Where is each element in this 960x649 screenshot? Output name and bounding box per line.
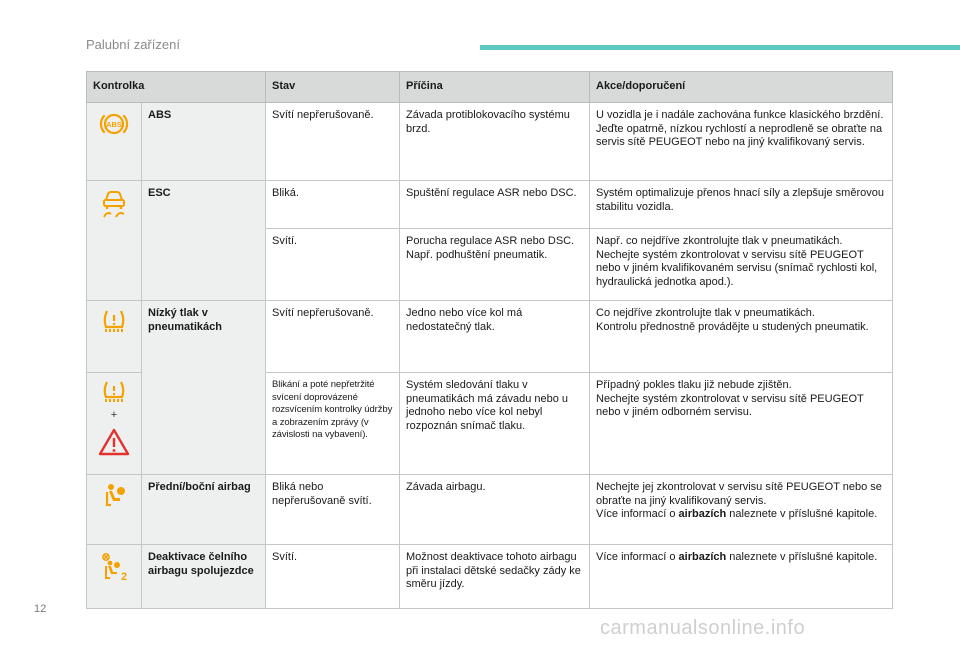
header-accent-bar: [480, 45, 960, 50]
plus-sign: +: [110, 409, 118, 421]
column-header-stav: Stav: [266, 72, 400, 103]
airbag-icon: [87, 481, 141, 511]
airbag-stav: Bliká nebo nepřerušovaně svítí.: [266, 475, 400, 545]
svg-text:2: 2: [120, 571, 128, 583]
column-header-akce: Akce/doporučení: [590, 72, 893, 103]
abs-warning-icon: [87, 109, 141, 139]
column-header-kontrolka: Kontrolka: [87, 72, 266, 103]
tire-name: Nízký tlak v pneumatikách: [142, 301, 266, 475]
tire-stav-2: Blikání a poté nepřetržité svícení doprovázené rozsvícením kontrolky údržby a zobrazením zprávy (v závislosti na vybavení).: [266, 373, 400, 475]
esc-stav-2: Svítí.: [266, 229, 400, 301]
page-number: 12: [34, 603, 47, 615]
tire-akce-1: Co nejdříve zkontrolujte tlak v pneumatikách. Kontrolu přednostně provádějte u studených pneumatik.: [590, 301, 893, 373]
tire-akce-2: Případný pokles tlaku již nebude zjištěn. Nechejte systém zkontrolovat v servisu sítě PEUGEOT nebo v jiném odborném servisu.: [590, 373, 893, 475]
column-header-pricina: Příčina: [400, 72, 590, 103]
passenger-airbag-off-icon: [87, 551, 141, 583]
airbag-akce: [590, 475, 893, 545]
esc-pricina-2: Porucha regulace ASR nebo DSC. Např. podhuštění pneumatik.: [400, 229, 590, 301]
airbag-akce-bold: airbazích: [678, 508, 727, 520]
table-row: [87, 301, 893, 373]
esc-akce-2: Např. co nejdříve zkontrolujte tlak v pneumatikách. Nechejte systém zkontrolovat v servisu sítě PEUGEOT nebo v jiném kvalifikovaném servisu (snímač rychlosti kol, hydraulická jednotka apod.).: [590, 229, 893, 301]
esc-akce-1: Systém optimalizuje přenos hnací síly a zlepšuje směrovou stabilitu vozidla.: [590, 181, 893, 229]
airbag-akce-text: Nechejte jej zkontrolovat v servisu sítě PEUGEOT nebo se obraťte na jiný kvalifikovaný servis. Více informací o: [596, 481, 882, 520]
tire-stav-1: Svítí nepřerušovaně.: [266, 301, 400, 373]
abs-stav: Svítí nepřerušovaně.: [266, 103, 400, 181]
tire-pressure-icon: [87, 307, 141, 337]
airbag-off-akce-end: naleznete v příslušné kapitole.: [726, 551, 878, 563]
table-row: [87, 545, 893, 609]
tire-icon-cell: [87, 301, 142, 373]
table-row: [87, 103, 893, 181]
airbag-off-akce-text: Více informací o: [596, 551, 679, 563]
airbag-off-akce-bold: airbazích: [678, 551, 727, 563]
esc-stav-1: Bliká.: [266, 181, 400, 229]
svg-text:ABS: ABS: [106, 120, 122, 129]
table-header-row: [87, 72, 893, 103]
airbag-name: Přední/boční airbag: [142, 475, 266, 545]
airbag-off-akce: [590, 545, 893, 609]
esc-pricina-1: Spuštění regulace ASR nebo DSC.: [400, 181, 590, 229]
airbag-off-name: Deaktivace čelního airbagu spolujezdce: [142, 545, 266, 609]
abs-icon-cell: [87, 103, 142, 181]
airbag-off-stav: Svítí.: [266, 545, 400, 609]
warning-lights-table: [86, 71, 893, 609]
airbag-icon-cell: [87, 475, 142, 545]
tire-pricina-2: Systém sledování tlaku v pneumatikách má závadu nebo u jednoho nebo více kol nebyl rozpoznán snímač tlaku.: [400, 373, 590, 475]
watermark: carmanualsonline.info: [600, 617, 806, 639]
tire-pricina-1: Jedno nebo více kol má nedostatečný tlak.: [400, 301, 590, 373]
airbag-off-pricina: Možnost deaktivace tohoto airbagu při instalaci dětské sedačky zády ke směru jízdy.: [400, 545, 590, 609]
warning-triangle-icon: [87, 427, 141, 457]
tire-pressure-icon: [87, 379, 141, 407]
airbag-akce-end: naleznete v příslušné kapitole.: [726, 508, 878, 520]
table-row: [87, 181, 893, 229]
page-header-title: Palubní zařízení: [86, 37, 180, 52]
esc-icon-cell: [87, 181, 142, 301]
esc-name: ESC: [142, 181, 266, 301]
abs-akce: U vozidla je i nadále zachována funkce klasického brzdění. Jeďte opatrně, nízkou rychlostí a neprodleně se obraťte na servis sítě PEUGEOT nebo na jiný kvalifikovaný servis.: [590, 103, 893, 181]
abs-name: ABS: [142, 103, 266, 181]
esc-skid-icon: [87, 187, 141, 219]
airbag-pricina: Závada airbagu.: [400, 475, 590, 545]
airbag-off-icon-cell: [87, 545, 142, 609]
abs-pricina: Závada protiblokovacího systému brzd.: [400, 103, 590, 181]
table-row: [87, 475, 893, 545]
tire-fault-icon-cell: [87, 373, 142, 475]
